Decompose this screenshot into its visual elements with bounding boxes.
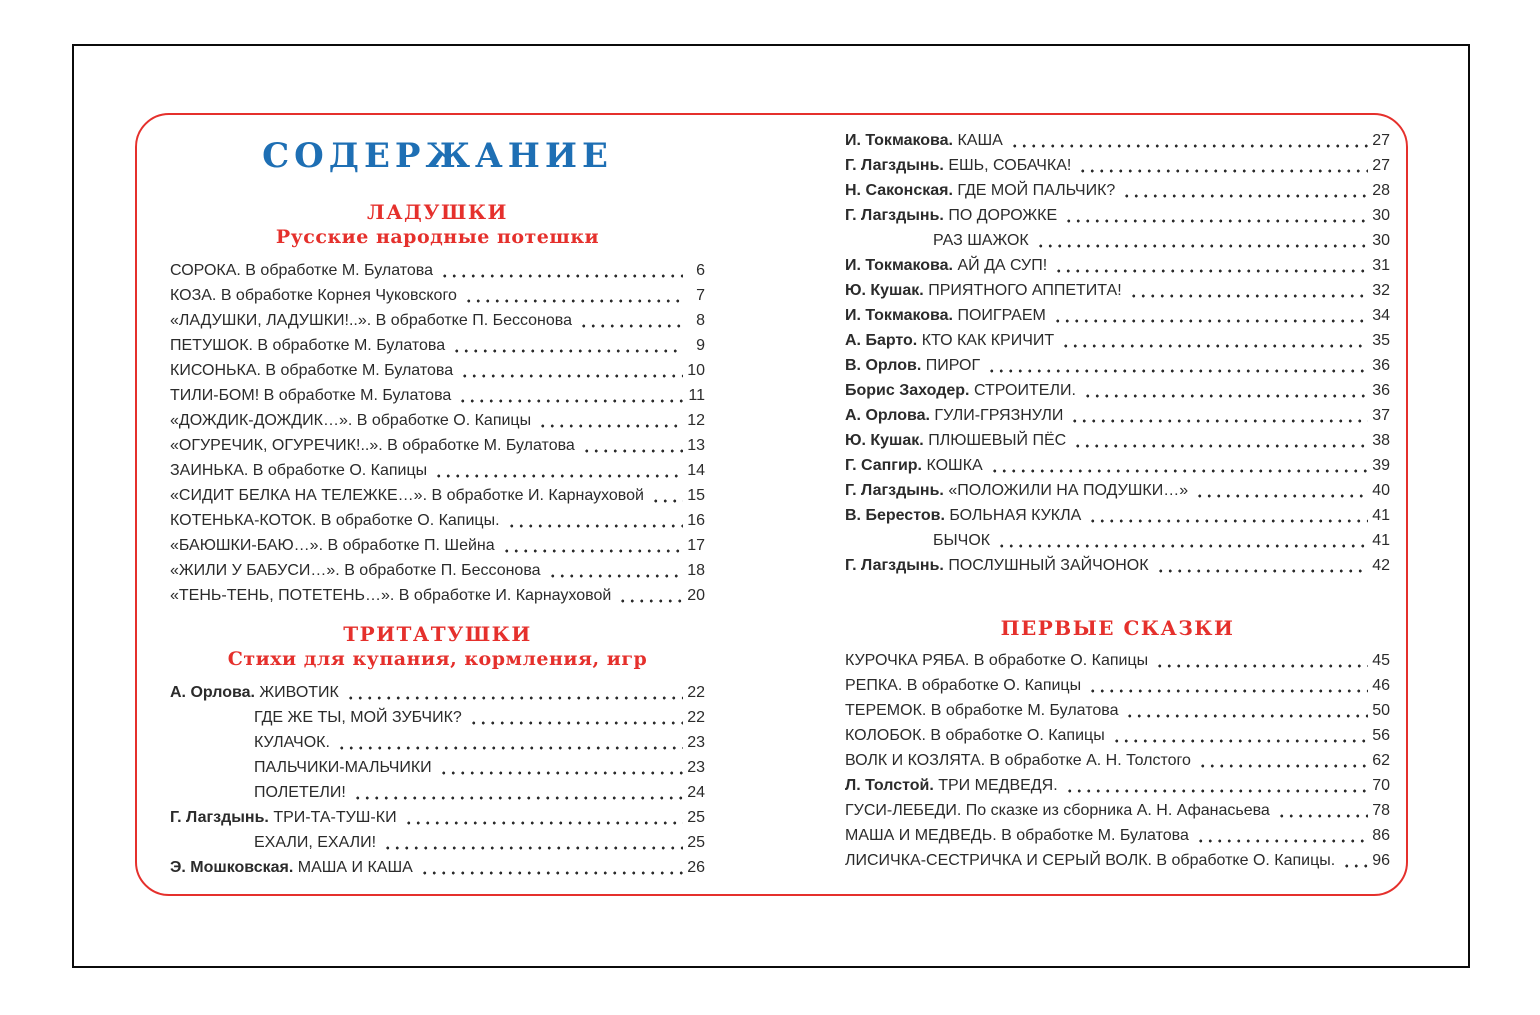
toc-entry-title: В. Берестов. БОЛЬНАЯ КУКЛА bbox=[845, 507, 1082, 524]
toc-entry bbox=[170, 383, 705, 408]
toc-entry bbox=[170, 258, 705, 283]
toc-entry-page: 41 bbox=[1372, 532, 1390, 549]
toc-entry-title: Г. Лагздынь. ТРИ-ТА-ТУШ-КИ bbox=[170, 809, 397, 826]
toc-entry-title: И. Токмакова. АЙ ДА СУП! bbox=[845, 257, 1048, 274]
toc-entry-title: Э. Мошковская. МАША И КАША bbox=[170, 859, 413, 876]
toc-entry-page: 32 bbox=[1372, 282, 1390, 299]
toc-entry bbox=[170, 458, 705, 483]
dot-leader bbox=[1195, 478, 1368, 503]
toc-entry-list bbox=[845, 648, 1390, 873]
toc-entry bbox=[845, 453, 1390, 478]
toc-entry-author: Борис Заходер. bbox=[845, 382, 974, 399]
toc-entry-title: И. Токмакова. КАША bbox=[845, 132, 1003, 149]
toc-entry-author: Э. Мошковская. bbox=[170, 859, 298, 876]
toc-entry-page: 35 bbox=[1372, 332, 1390, 349]
toc-entry-page: 25 bbox=[687, 809, 705, 826]
toc-entry-page: 27 bbox=[1372, 132, 1390, 149]
toc-entry bbox=[170, 558, 705, 583]
toc-entry-title: КОЗА. В обработке Корнея Чуковского bbox=[170, 287, 457, 304]
toc-entry bbox=[170, 730, 705, 755]
toc-entry-title: Г. Лагздынь. ЕШЬ, СОБАЧКА! bbox=[845, 157, 1072, 174]
dot-leader bbox=[579, 308, 683, 333]
dot-leader bbox=[502, 533, 683, 558]
toc-entry-page: 39 bbox=[1372, 457, 1390, 474]
toc-entry-title: «БАЮШКИ-БАЮ…». В обработке П. Шейна bbox=[170, 537, 495, 554]
toc-entry-page: 28 bbox=[1372, 182, 1390, 199]
toc-entry-title: Г. Лагздынь. ПОСЛУШНЫЙ ЗАЙЧОНОК bbox=[845, 557, 1149, 574]
dot-leader bbox=[1129, 278, 1368, 303]
toc-entry-page: 36 bbox=[1372, 382, 1390, 399]
toc-entry-page: 12 bbox=[687, 412, 705, 429]
dot-leader bbox=[464, 283, 683, 308]
toc-entry-title: ГУСИ-ЛЕБЕДИ. По сказке из сборника А. Н. Афанасьева bbox=[845, 802, 1270, 819]
toc-entry-title: ЛИСИЧКА-СЕСТРИЧКА И СЕРЫЙ ВОЛК. В обработке О. Капицы. bbox=[845, 852, 1336, 869]
toc-entry-author: Г. Лагздынь. bbox=[845, 557, 949, 574]
toc-entry-title: «СИДИТ БЕЛКА НА ТЕЛЕЖКЕ…». В обработке И. Карнауховой bbox=[170, 487, 644, 504]
dot-leader bbox=[1010, 128, 1368, 153]
toc-entry-author: И. Токмакова. bbox=[845, 307, 958, 324]
toc-entry bbox=[845, 698, 1390, 723]
toc-entry-page: 31 bbox=[1372, 257, 1390, 274]
toc-entry-author: Н. Саконская. bbox=[845, 182, 958, 199]
toc-entry-list bbox=[170, 258, 705, 608]
toc-entry-page: 26 bbox=[687, 859, 705, 876]
dot-leader bbox=[420, 855, 683, 880]
toc-entry-list bbox=[170, 680, 705, 880]
left-page-column bbox=[170, 136, 705, 880]
toc-entry bbox=[845, 528, 1390, 553]
toc-entry bbox=[170, 805, 705, 830]
dot-leader bbox=[404, 805, 683, 830]
dot-leader bbox=[1036, 228, 1368, 253]
toc-entry bbox=[170, 433, 705, 458]
toc-entry bbox=[845, 278, 1390, 303]
toc-entry bbox=[845, 328, 1390, 353]
toc-entry bbox=[845, 823, 1390, 848]
toc-entry-author: В. Берестов. bbox=[845, 507, 950, 524]
toc-entry bbox=[170, 680, 705, 705]
toc-entry-page: 70 bbox=[1372, 777, 1390, 794]
toc-entry bbox=[170, 333, 705, 358]
dot-leader bbox=[997, 528, 1368, 553]
dot-leader bbox=[1112, 723, 1368, 748]
dot-leader bbox=[1342, 848, 1368, 873]
section-subheading: Русские народные потешки bbox=[275, 226, 600, 248]
toc-entry bbox=[845, 773, 1390, 798]
dot-leader bbox=[987, 353, 1368, 378]
dot-leader bbox=[1054, 253, 1368, 278]
toc-entry bbox=[845, 748, 1390, 773]
toc-entry-page: 45 bbox=[1372, 652, 1390, 669]
dot-leader bbox=[1198, 748, 1368, 773]
toc-sections-left bbox=[170, 200, 705, 880]
dot-leader bbox=[439, 755, 683, 780]
toc-entry-page: 11 bbox=[688, 387, 705, 404]
toc-entry bbox=[845, 673, 1390, 698]
toc-entry-author: Г. Лагздынь. bbox=[845, 157, 949, 174]
toc-entry-title: ПОЛЕТЕЛИ! bbox=[254, 784, 346, 801]
toc-entry-page: 40 bbox=[1372, 482, 1390, 499]
toc-entry-title: КОТЕНЬКА-КОТОК. В обработке О. Капицы. bbox=[170, 512, 500, 529]
toc-entry-author: Л. Толстой. bbox=[845, 777, 939, 794]
toc-entry-title: ВОЛК И КОЗЛЯТА. В обработке А. Н. Толстого bbox=[845, 752, 1191, 769]
toc-entry-page: 25 bbox=[687, 834, 705, 851]
dot-leader bbox=[1065, 773, 1368, 798]
dot-leader bbox=[1125, 698, 1368, 723]
right-page-column bbox=[845, 128, 1390, 873]
toc-entry-title: А. Барто. КТО КАК КРИЧИТ bbox=[845, 332, 1055, 349]
toc-entry-page: 14 bbox=[687, 462, 705, 479]
dot-leader bbox=[1088, 503, 1368, 528]
dot-leader bbox=[1070, 403, 1368, 428]
toc-entry-title: КИСОНЬКА. В обработке М. Булатова bbox=[170, 362, 454, 379]
toc-entry-page: 23 bbox=[687, 734, 705, 751]
dot-leader bbox=[548, 558, 683, 583]
toc-entry bbox=[170, 408, 705, 433]
toc-entry bbox=[170, 533, 705, 558]
toc-entry bbox=[845, 303, 1390, 328]
toc-section bbox=[170, 200, 705, 608]
dot-leader bbox=[1061, 328, 1368, 353]
toc-entry bbox=[845, 648, 1390, 673]
toc-entry-page: 16 bbox=[687, 512, 705, 529]
toc-entry-author: И. Токмакова. bbox=[845, 257, 958, 274]
toc-entry-author: Г. Лагздынь. bbox=[845, 207, 949, 224]
toc-entry-title: «ЖИЛИ У БАБУСИ…». В обработке П. Бессонова bbox=[170, 562, 541, 579]
dot-leader bbox=[1083, 378, 1368, 403]
toc-entry-title: В. Орлов. ПИРОГ bbox=[845, 357, 981, 374]
dot-leader bbox=[1073, 428, 1368, 453]
toc-entry bbox=[170, 705, 705, 730]
dot-leader bbox=[618, 583, 683, 608]
toc-entry-page: 46 bbox=[1372, 677, 1390, 694]
toc-entry-author: В. Орлов. bbox=[845, 357, 926, 374]
dot-leader bbox=[434, 458, 683, 483]
dot-leader bbox=[582, 433, 683, 458]
toc-entry-page: 30 bbox=[1372, 232, 1390, 249]
toc-entry-page: 22 bbox=[687, 709, 705, 726]
toc-entry-page: 27 bbox=[1372, 157, 1390, 174]
toc-entry-title: Г. Лагздынь. ПО ДОРОЖКЕ bbox=[845, 207, 1058, 224]
toc-entry-title: «ТЕНЬ-ТЕНЬ, ПОТЕТЕНЬ…». В обработке И. Карнауховой bbox=[170, 587, 612, 604]
dot-leader bbox=[1156, 553, 1368, 578]
toc-entry-title: КОЛОБОК. В обработке О. Капицы bbox=[845, 727, 1105, 744]
toc-entry bbox=[170, 780, 705, 805]
dot-leader bbox=[1122, 178, 1368, 203]
toc-entry bbox=[845, 798, 1390, 823]
toc-entry bbox=[845, 178, 1390, 203]
toc-entry-title: «ОГУРЕЧИК, ОГУРЕЧИК!..». В обработке М. Булатова bbox=[170, 437, 575, 454]
toc-entry-page: 7 bbox=[696, 287, 705, 304]
dot-leader bbox=[1196, 823, 1368, 848]
toc-entry-page: 30 bbox=[1372, 207, 1390, 224]
dot-leader bbox=[1088, 673, 1368, 698]
dot-leader bbox=[353, 780, 683, 805]
toc-entry-page: 62 bbox=[1372, 752, 1390, 769]
toc-entry bbox=[170, 358, 705, 383]
toc-entry bbox=[845, 253, 1390, 278]
toc-entry bbox=[170, 755, 705, 780]
toc-entry-author: А. Орлова. bbox=[170, 684, 260, 701]
dot-leader bbox=[337, 730, 683, 755]
toc-entry-author: Г. Лагздынь. bbox=[170, 809, 274, 826]
toc-entry-title: ПЕТУШОК. В обработке М. Булатова bbox=[170, 337, 446, 354]
dot-leader bbox=[452, 333, 683, 358]
toc-entry-author: А. Орлова. bbox=[845, 407, 935, 424]
toc-entry-page: 50 bbox=[1372, 702, 1390, 719]
toc-entry bbox=[845, 553, 1390, 578]
toc-entry-author: Г. Сапгир. bbox=[845, 457, 927, 474]
dot-leader bbox=[383, 830, 683, 855]
toc-entry-title: И. Токмакова. ПОИГРАЕМ bbox=[845, 307, 1046, 324]
dot-leader bbox=[1078, 153, 1368, 178]
toc-entry-page: 17 bbox=[687, 537, 705, 554]
toc-entry-title: БЫЧОК bbox=[933, 532, 991, 549]
toc-entry bbox=[845, 228, 1390, 253]
dot-leader bbox=[469, 705, 683, 730]
toc-entry-page: 6 bbox=[696, 262, 705, 279]
toc-entry bbox=[845, 203, 1390, 228]
toc-entry-title: ТЕРЕМОК. В обработке М. Булатова bbox=[845, 702, 1119, 719]
dot-leader bbox=[460, 358, 683, 383]
toc-section bbox=[845, 616, 1390, 873]
toc-entry-title: Ю. Кушак. ПЛЮШЕВЫЙ ПЁС bbox=[845, 432, 1067, 449]
toc-entry-author: Г. Лагздынь. bbox=[845, 482, 949, 499]
toc-entry-title: ТИЛИ-БОМ! В обработке М. Булатова bbox=[170, 387, 452, 404]
toc-entry bbox=[170, 583, 705, 608]
toc-entry-title: Г. Сапгир. КОШКА bbox=[845, 457, 983, 474]
toc-entry-page: 37 bbox=[1372, 407, 1390, 424]
toc-entry-title: Г. Лагздынь. «ПОЛОЖИЛИ НА ПОДУШКИ…» bbox=[845, 482, 1189, 499]
toc-entry-page: 8 bbox=[696, 312, 705, 329]
toc-entry-page: 10 bbox=[687, 362, 705, 379]
toc-entry-page: 24 bbox=[687, 784, 705, 801]
dot-leader bbox=[346, 680, 683, 705]
toc-entry bbox=[845, 723, 1390, 748]
toc-entry-title: КУЛАЧОК. bbox=[254, 734, 330, 751]
dot-leader bbox=[1277, 798, 1368, 823]
toc-entry bbox=[845, 503, 1390, 528]
toc-entry-title: Ю. Кушак. ПРИЯТНОГО АППЕТИТА! bbox=[845, 282, 1122, 299]
toc-entry bbox=[845, 353, 1390, 378]
toc-entry-title: А. Орлова. ГУЛИ-ГРЯЗНУЛИ bbox=[845, 407, 1064, 424]
toc-entry bbox=[845, 153, 1390, 178]
toc-entry-page: 41 bbox=[1372, 507, 1390, 524]
dot-leader bbox=[1064, 203, 1368, 228]
dot-leader bbox=[440, 258, 683, 283]
toc-entry-page: 42 bbox=[1372, 557, 1390, 574]
toc-entry bbox=[170, 830, 705, 855]
toc-entry-author: А. Барто. bbox=[845, 332, 922, 349]
toc-entry-title: КУРОЧКА РЯБА. В обработке О. Капицы bbox=[845, 652, 1149, 669]
toc-entry-title: РАЗ ШАЖОК bbox=[933, 232, 1029, 249]
toc-entry bbox=[845, 848, 1390, 873]
toc-entry-list bbox=[845, 128, 1390, 578]
toc-entry bbox=[170, 283, 705, 308]
dot-leader bbox=[507, 508, 683, 533]
toc-entry-title: ПАЛЬЧИКИ-МАЛЬЧИКИ bbox=[254, 759, 432, 776]
toc-entry bbox=[170, 855, 705, 880]
toc-entry bbox=[170, 508, 705, 533]
toc-entry-title: Борис Заходер. СТРОИТЕЛИ. bbox=[845, 382, 1076, 399]
toc-entry bbox=[845, 378, 1390, 403]
toc-entry-title: А. Орлова. ЖИВОТИК bbox=[170, 684, 339, 701]
toc-entry-page: 86 bbox=[1372, 827, 1390, 844]
toc-entry-page: 38 bbox=[1372, 432, 1390, 449]
toc-entry bbox=[845, 128, 1390, 153]
toc-entry-title: СОРОКА. В обработке М. Булатова bbox=[170, 262, 433, 279]
toc-entry-page: 56 bbox=[1372, 727, 1390, 744]
toc-entry-page: 22 bbox=[687, 684, 705, 701]
toc-entry-author: Ю. Кушак. bbox=[845, 432, 929, 449]
toc-entry-title: Н. Саконская. ГДЕ МОЙ ПАЛЬЧИК? bbox=[845, 182, 1116, 199]
toc-entry-page: 96 bbox=[1372, 852, 1390, 869]
toc-entry-title: «ДОЖДИК-ДОЖДИК…». В обработке О. Капицы bbox=[170, 412, 532, 429]
toc-entry-page: 23 bbox=[687, 759, 705, 776]
dot-leader bbox=[651, 483, 683, 508]
toc-entry bbox=[845, 478, 1390, 503]
toc-entry bbox=[170, 483, 705, 508]
toc-entry-title: ГДЕ ЖЕ ТЫ, МОЙ ЗУБЧИК? bbox=[254, 709, 462, 726]
toc-entry-title: РЕПКА. В обработке О. Капицы bbox=[845, 677, 1082, 694]
dot-leader bbox=[1053, 303, 1368, 328]
section-subheading: Стихи для купания, кормления, игр bbox=[227, 648, 648, 670]
toc-entry bbox=[845, 428, 1390, 453]
dot-leader bbox=[458, 383, 683, 408]
toc-sections-right bbox=[845, 128, 1390, 873]
toc-entry-title: МАША И МЕДВЕДЬ. В обработке М. Булатова bbox=[845, 827, 1189, 844]
toc-entry-author: И. Токмакова. bbox=[845, 132, 958, 149]
toc-entry-title: «ЛАДУШКИ, ЛАДУШКИ!..». В обработке П. Бессонова bbox=[170, 312, 573, 329]
section-heading: ЛАДУШКИ bbox=[367, 200, 508, 224]
toc-entry-author: Ю. Кушак. bbox=[845, 282, 929, 299]
section-heading: ПЕРВЫЕ СКАЗКИ bbox=[1000, 616, 1235, 640]
toc-section bbox=[845, 128, 1390, 578]
toc-entry-title: ЕХАЛИ, ЕХАЛИ! bbox=[254, 834, 377, 851]
toc-entry-page: 15 bbox=[687, 487, 705, 504]
toc-entry-page: 36 bbox=[1372, 357, 1390, 374]
toc-entry bbox=[170, 308, 705, 333]
section-heading: ТРИТАТУШКИ bbox=[343, 622, 532, 646]
dot-leader bbox=[990, 453, 1368, 478]
toc-entry-page: 13 bbox=[687, 437, 705, 454]
toc-title: СОДЕРЖАНИЕ bbox=[262, 136, 613, 176]
toc-entry-page: 18 bbox=[687, 562, 705, 579]
dot-leader bbox=[1155, 648, 1368, 673]
toc-entry bbox=[845, 403, 1390, 428]
toc-entry-page: 78 bbox=[1372, 802, 1390, 819]
toc-entry-page: 20 bbox=[687, 587, 705, 604]
dot-leader bbox=[538, 408, 683, 433]
toc-entry-page: 9 bbox=[696, 337, 705, 354]
toc-entry-title: Л. Толстой. ТРИ МЕДВЕДЯ. bbox=[845, 777, 1058, 794]
toc-entry-title: ЗАИНЬКА. В обработке О. Капицы bbox=[170, 462, 428, 479]
toc-section bbox=[170, 622, 705, 880]
toc-entry-page: 34 bbox=[1372, 307, 1390, 324]
